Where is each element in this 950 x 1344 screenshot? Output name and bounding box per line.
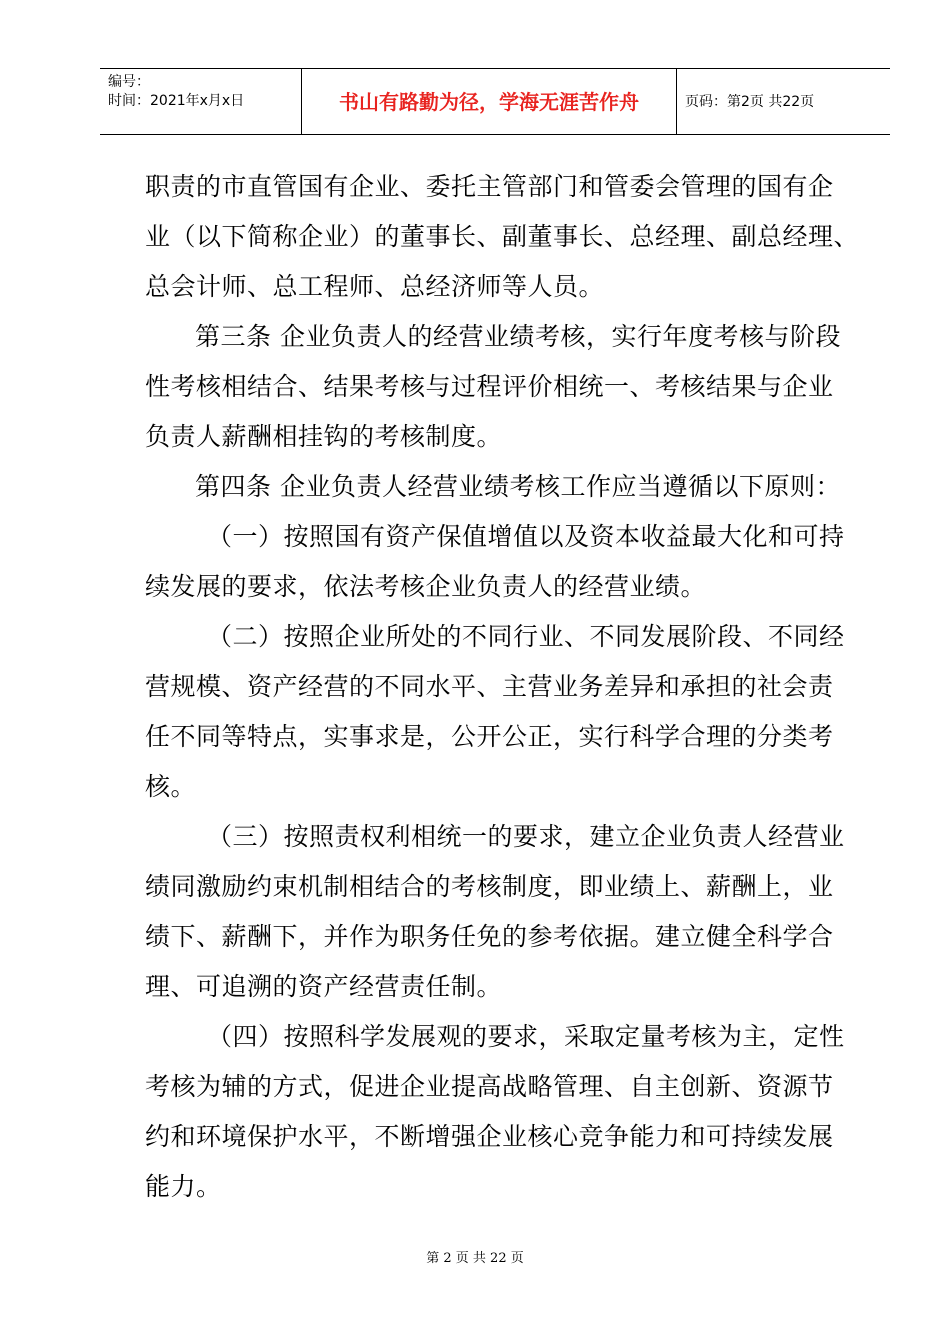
body-line: 营规模、资产经营的不同水平、主营业务差异和承担的社会责: [145, 672, 834, 701]
header-meta: [108, 73, 244, 111]
body-line: （四）按照科学发展观的要求，采取定量考核为主，定性: [207, 1022, 845, 1051]
body-line: 负责人薪酬相挂钩的考核制度。: [145, 422, 503, 451]
body-line: 绩下、薪酬下，并作为职务任免的参考依据。建立健全科学合: [145, 922, 834, 951]
body-line: 性考核相结合、结果考核与过程评价相统一、考核结果与企业: [145, 372, 834, 401]
page-header: [100, 68, 890, 135]
body-line: 职责的市直管国有企业、委托主管部门和管委会管理的国有企: [145, 172, 834, 201]
body-line: （一）按照国有资产保值增值以及资本收益最大化和可持: [207, 522, 845, 551]
body-line: 续发展的要求，依法考核企业负责人的经营业绩。: [145, 572, 707, 601]
header-page-info: 页码：第2页 共22页: [685, 94, 815, 110]
header-divider-right: [676, 69, 677, 135]
body-line: 任不同等特点，实事求是，公开公正，实行科学合理的分类考: [145, 722, 834, 751]
body-line: 理、可追溯的资产经营责任制。: [145, 972, 503, 1001]
header-motto: 书山有路勤为径，学海无涯苦作舟: [339, 90, 639, 114]
body-line: 业（以下简称企业）的董事长、副董事长、总经理、副总经理、: [145, 222, 860, 251]
body-line: 约和环境保护水平，不断增强企业核心竞争能力和可持续发展: [145, 1122, 834, 1151]
document-body: [145, 162, 865, 1212]
body-line: （二）按照企业所处的不同行业、不同发展阶段、不同经: [207, 622, 845, 651]
body-line: 核。: [145, 772, 197, 801]
body-line: （三）按照责权利相统一的要求，建立企业负责人经营业: [207, 822, 845, 851]
header-time-label: 时间：2021年x月x日: [108, 93, 245, 109]
body-line: 第三条 企业负责人的经营业绩考核，实行年度考核与阶段: [195, 322, 841, 351]
body-line: 第四条 企业负责人经营业绩考核工作应当遵循以下原则：: [195, 472, 841, 501]
page-footer: 第 2 页 共 22 页: [426, 1251, 524, 1266]
body-line: 能力。: [145, 1172, 222, 1201]
body-line: 绩同激励约束机制相结合的考核制度，即业绩上、薪酬上，业: [145, 872, 834, 901]
body-line: 考核为辅的方式，促进企业提高战略管理、自主创新、资源节: [145, 1072, 834, 1101]
body-line: 总会计师、总工程师、总经济师等人员。: [145, 272, 605, 301]
header-number-label: 编号：: [108, 74, 150, 90]
